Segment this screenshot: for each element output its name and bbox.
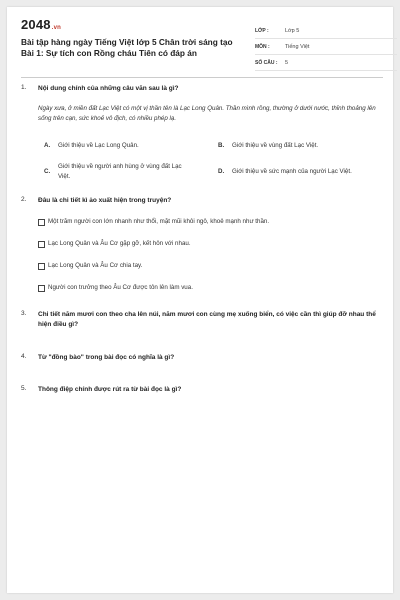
- question-text: Đâu là chi tiết kì ảo xuất hiện trong truyện?: [38, 197, 172, 204]
- question-text: Từ "đồng bào" trong bài đọc có nghĩa là gì?: [38, 354, 175, 361]
- question-number: 3.: [21, 310, 27, 317]
- meta-row-class: [255, 23, 397, 39]
- choice-4[interactable]: [38, 283, 193, 293]
- meta-label: MÔN :: [255, 43, 270, 50]
- checkbox-icon[interactable]: [38, 285, 45, 292]
- question-number: 5.: [21, 385, 27, 392]
- checkbox-icon[interactable]: [38, 263, 45, 270]
- choice-1[interactable]: [38, 217, 269, 227]
- choice-text: Lạc Long Quân và Âu Cơ chia tay.: [48, 262, 143, 269]
- meta-value: 5: [285, 59, 289, 66]
- choice-text: Một trăm người con lớn nhanh như thổi, mặt mũi khôi ngô, khoẻ mạnh như thần.: [48, 218, 270, 225]
- worksheet-meta: [255, 23, 397, 71]
- question-1: 1. Nội dung chính của những câu văn sau là gì? Ngày xưa, ở miền đất Lạc Việt có một vị thần tên là Lạc Long Quân. Thần mình rồng, thường ở dưới nước, thỉnh thoảng lên sống trên cạn, sức khoẻ vô địch, có nhiều phép lạ. A. Giới thiệu về Lạc Long Quân. B. Giới thiệu về vùng đất Lạc Việt. C. Giới thiệu về người anh hùng ở vùng đất Lạc Việt. D. Giới thiệu về sức mạnh của người Lạc Việt.: [21, 84, 383, 194]
- meta-row-count: [255, 55, 397, 71]
- site-logo[interactable]: 2048.vn: [21, 17, 62, 32]
- question-passage: Ngày xưa, ở miền đất Lạc Việt có một vị thần tên là Lạc Long Quân. Thần mình rồng, thường ở dưới nước, thỉnh thoảng lên sống trên cạn, sức khoẻ vô địch, có nhiều phép lạ.: [38, 105, 376, 122]
- checkbox-icon[interactable]: [38, 241, 45, 248]
- question-text: Thông điệp chính được rút ra từ bài đọc là gì?: [38, 386, 182, 393]
- worksheet-title: Bài tập hàng ngày Tiếng Việt lớp 5 Chân trời sáng tạo Bài 1: Sự tích con Rồng cháu Tiên có đáp án: [21, 37, 233, 58]
- meta-value: Tiếng Việt: [285, 43, 310, 50]
- question-number: 2.: [21, 196, 27, 203]
- question-number: 4.: [21, 353, 27, 360]
- question-4: [21, 353, 383, 363]
- question-number: 1.: [21, 84, 27, 91]
- choice-text: Người con trưởng theo Âu Cơ được tôn lên làm vua.: [48, 284, 193, 291]
- checkbox-icon[interactable]: [38, 219, 45, 226]
- meta-row-subject: [255, 39, 397, 55]
- choice-text: Lạc Long Quân và Âu Cơ gặp gỡ, kết hôn với nhau.: [48, 240, 191, 247]
- meta-value: Lớp 5: [285, 27, 300, 34]
- question-3: [21, 310, 383, 332]
- choice-3[interactable]: [38, 261, 142, 271]
- question-5: [21, 385, 383, 395]
- worksheet-header: [21, 15, 383, 75]
- question-text: Nội dung chính của những câu văn sau là gì?: [38, 85, 179, 92]
- header-divider: [21, 77, 383, 78]
- choice-2[interactable]: [38, 239, 191, 249]
- question-text: Chi tiết năm mươi con theo cha lên núi, năm mươi con cùng mẹ xuống biển, có việc cần thì giúp đỡ nhau thể hiện điều gì?: [38, 311, 376, 328]
- worksheet-page: [7, 7, 393, 593]
- meta-label: SỐ CÂU :: [255, 59, 278, 66]
- meta-label: LỚP :: [255, 27, 269, 34]
- question-2: [21, 196, 383, 206]
